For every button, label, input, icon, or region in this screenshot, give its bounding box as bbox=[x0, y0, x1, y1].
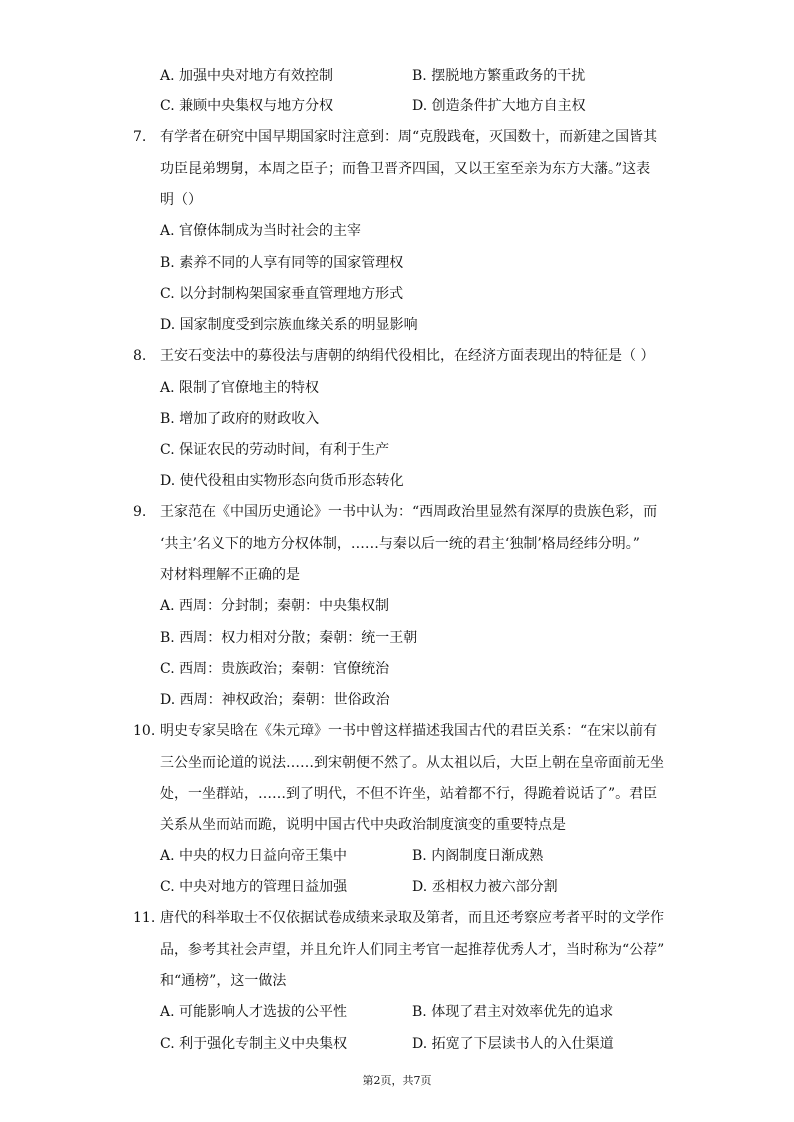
q7-option-a: A. 官僚体制成为当时社会的主宰 bbox=[160, 223, 362, 239]
q8-stem-line-1: 王安石变法中的募役法与唐朝的纳绢代役相比，在经济方面表现出的特征是（ ） bbox=[160, 348, 655, 364]
q11-option-b: B. 体现了君主对效率优先的追求 bbox=[412, 1004, 614, 1020]
q6-option-a: A. 加强中央对地方有效控制 bbox=[160, 68, 334, 84]
q8-option-a: A. 限制了官僚地主的特权 bbox=[160, 380, 320, 396]
q7-stem-line-2: 功臣昆弟甥舅，本周之臣子；而鲁卫晋齐四国，又以王室至亲为东方大藩。”这表 bbox=[160, 161, 651, 177]
q6-option-d: D. 创造条件扩大地方自主权 bbox=[412, 98, 586, 114]
q10-stem-line-1: 明史专家吴晗在《朱元璋》一书中曾这样描述我国古代的君臣关系：“在宋以前有 bbox=[160, 723, 658, 739]
q7-stem-line-1: 有学者在研究中国早期国家时注意到：周“克殷践奄，灭国数十，而新建之国皆其 bbox=[160, 129, 658, 145]
q9-stem-line-2: ‘共主’名义下的地方分权体制，……与秦以后一统的君主‘独制’格局经纬分明。” bbox=[160, 536, 640, 552]
q11-stem-line-2: 品，参考其社会声望，并且允许人们同主考官一起推荐优秀人才，当时称为“公荐” bbox=[160, 942, 665, 958]
q8-option-b: B. 增加了政府的财政收入 bbox=[160, 411, 320, 427]
q6-option-c: C. 兼顾中央集权与地方分权 bbox=[160, 98, 334, 114]
q6-option-b: B. 摆脱地方繁重政务的干扰 bbox=[412, 68, 586, 84]
q9-option-b: B. 西周：权力相对分散；秦朝：统一王朝 bbox=[160, 630, 418, 646]
page-number-footer: 第2页，共7页 bbox=[362, 1074, 432, 1087]
q10-stem-line-2: 三公坐而论道的说法……到宋朝便不然了。从太祖以后，大臣上朝在皇帝面前无坐 bbox=[160, 755, 664, 771]
q7-option-d: D. 国家制度受到宗族血缘关系的明显影响 bbox=[160, 317, 418, 333]
q10-stem-line-3: 处，一坐群站，……到了明代，不但不许坐，站着都不行，得跪着说话了”。君臣 bbox=[160, 786, 658, 802]
q9-option-c: C. 西周：贵族政治；秦朝：官僚统治 bbox=[160, 661, 390, 677]
q11-stem-line-3: 和“通榜”，这一做法 bbox=[160, 973, 287, 989]
q11-number: 11. bbox=[133, 910, 156, 926]
q10-option-b: B. 内阁制度日渐成熟 bbox=[412, 848, 544, 864]
q11-option-a: A. 可能影响人才选拔的公平性 bbox=[160, 1004, 348, 1020]
q8-option-d: D. 使代役租由实物形态向货币形态转化 bbox=[160, 473, 404, 489]
q9-option-d: D. 西周：神权政治；秦朝：世俗政治 bbox=[160, 692, 390, 708]
q7-option-b: B. 素养不同的人享有同等的国家管理权 bbox=[160, 255, 404, 271]
q10-number: 10. bbox=[133, 723, 156, 739]
q7-option-c: C. 以分封制构架国家垂直管理地方形式 bbox=[160, 286, 404, 302]
q11-option-d: D. 拓宽了下层读书人的入仕渠道 bbox=[412, 1036, 614, 1052]
q11-stem-line-1: 唐代的科举取士不仅依据试卷成绩来录取及第者，而且还考察应考者平时的文学作 bbox=[160, 910, 664, 926]
q7-stem-line-3: 明（） bbox=[160, 192, 202, 208]
q9-option-a: A. 西周：分封制；秦朝：中央集权制 bbox=[160, 598, 390, 614]
q7-number: 7. bbox=[133, 129, 147, 145]
q8-option-c: C. 保证农民的劳动时间，有利于生产 bbox=[160, 442, 390, 458]
q8-number: 8. bbox=[133, 348, 147, 364]
q10-stem-line-4: 关系从坐而站而跪，说明中国古代中央政治制度演变的重要特点是 bbox=[160, 817, 566, 833]
q10-option-d: D. 丞相权力被六部分割 bbox=[412, 879, 558, 895]
q9-stem-line-1: 王家范在《中国历史通论》一书中认为：“西周政治里显然有深厚的贵族色彩，而 bbox=[160, 504, 658, 520]
q11-option-c: C. 利于强化专制主义中央集权 bbox=[160, 1036, 348, 1052]
q10-option-a: A. 中央的权力日益向帝王集中 bbox=[160, 848, 348, 864]
q10-option-c: C. 中央对地方的管理日益加强 bbox=[160, 879, 348, 895]
q9-number: 9. bbox=[133, 504, 147, 520]
q9-stem-line-3: 对材料理解不正确的是 bbox=[160, 567, 300, 583]
